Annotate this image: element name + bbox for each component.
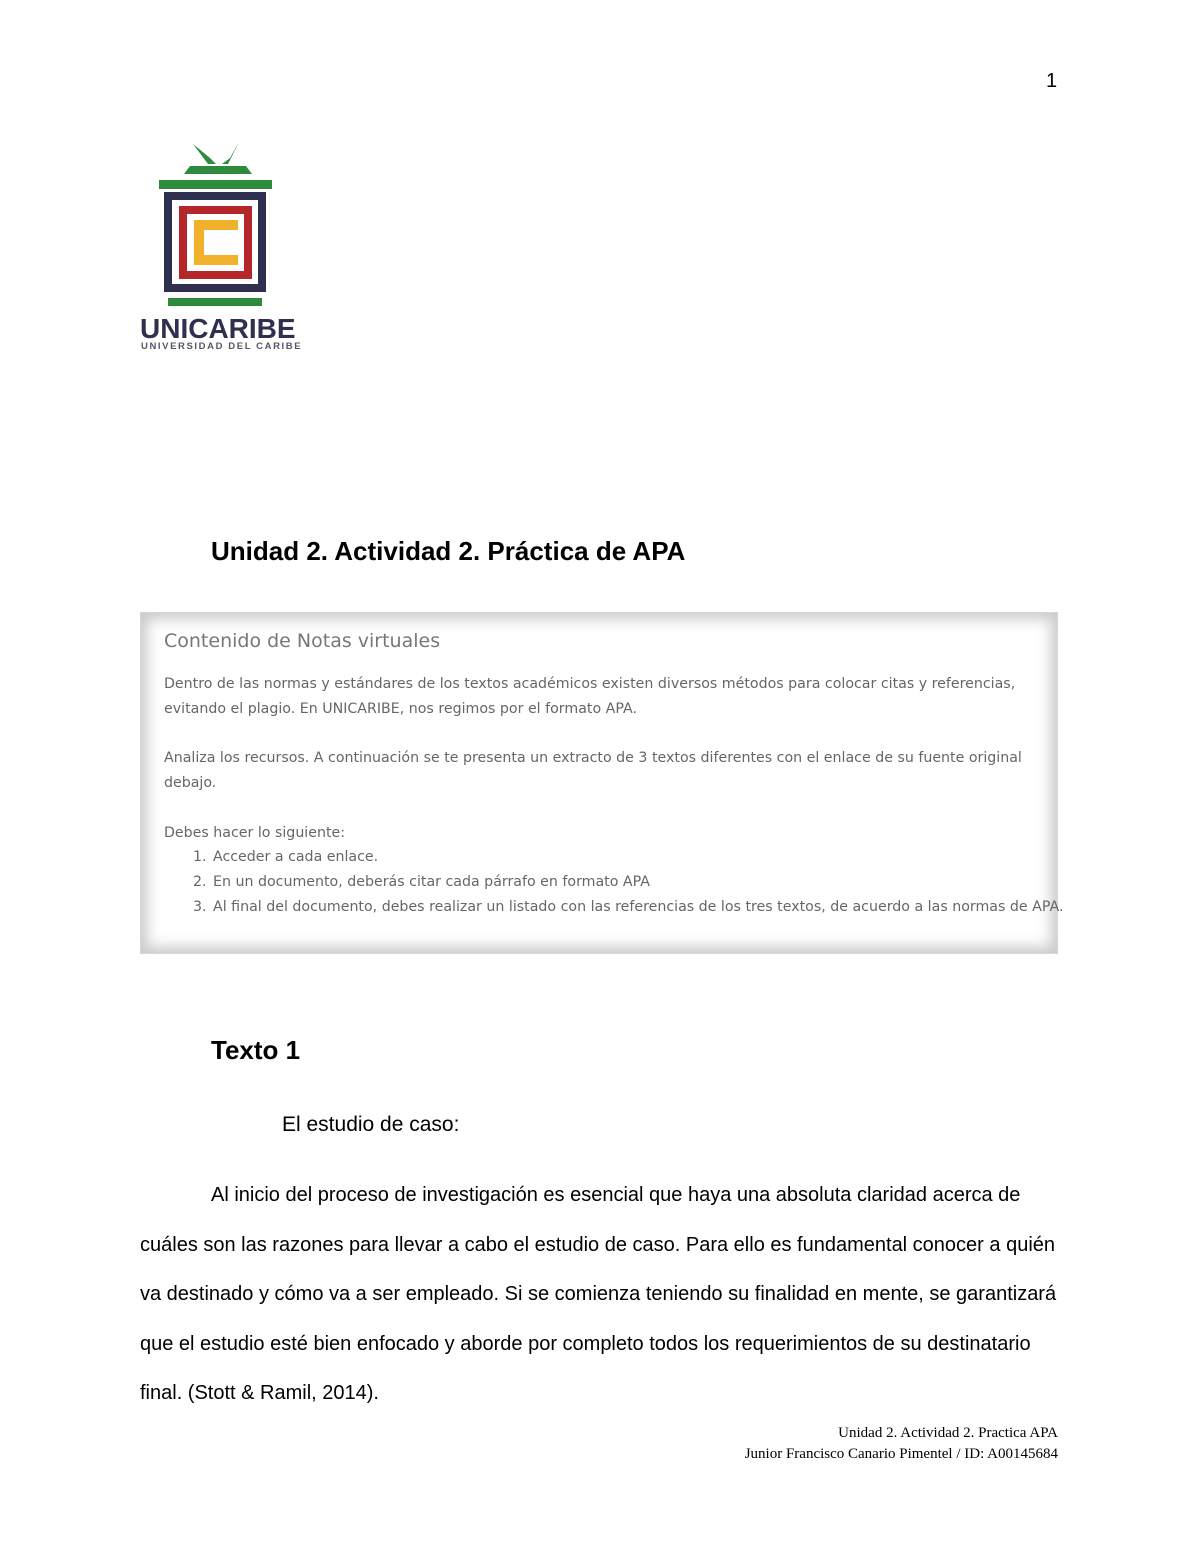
notes-steps-list (173, 845, 1069, 920)
logo-name: UNICARIBE (140, 313, 296, 344)
notes-paragraph: Analiza los recursos. A continuación se te presenta un extracto de 3 textos diferentes con el enlace de su fuente original debajo. (164, 750, 1022, 791)
section-subheading: El estudio de caso: (282, 1113, 460, 1136)
footer-line: Unidad 2. Actividad 2. Practica APA (838, 1425, 1058, 1441)
list-item: 1. Acceder a cada enlace. (211, 845, 1069, 870)
notes-screenshot (140, 612, 1064, 954)
footer-line: Junior Francisco Canario Pimentel / ID: A00145684 (744, 1446, 1058, 1462)
notes-paragraph: Debes hacer lo siguiente: (164, 825, 346, 841)
logo-subtitle: UNIVERSIDAD DEL CARIBE (141, 341, 303, 352)
body-paragraph: Al inicio del proceso de investigación es esencial que haya una absoluta claridad acerca de cuáles son las razones para llevar a cabo el estudio de caso. Para ello es fundamental conocer a quién va destinado y cómo va a ser empleado. Si se comienza teniendo su finalidad en mente, se garantizará que el estudio esté bien enfocado y aborde por completo todos los requerimientos de su destinatario final. (Stott & Ramil, 2014). (140, 1184, 1057, 1405)
list-item: 3. Al final del documento, debes realizar un listado con las referencias de los tres textos, de acuerdo a las normas de APA. (211, 895, 1069, 920)
page-footer (745, 1423, 1058, 1465)
notes-title: Contenido de Notas virtuales (164, 630, 441, 652)
document-title: Unidad 2. Actividad 2. Práctica de APA (211, 536, 686, 566)
page-number: 1 (1046, 70, 1058, 92)
notes-paragraph: Dentro de las normas y estándares de los textos académicos existen diversos métodos para colocar citas y referencias, evitando el plagio. En UNICARIBE, nos regimos por el formato APA. (164, 676, 1016, 717)
section-heading: Texto 1 (211, 1035, 301, 1065)
list-item: 2. En un documento, deberás citar cada párrafo en formato APA (211, 870, 1069, 895)
